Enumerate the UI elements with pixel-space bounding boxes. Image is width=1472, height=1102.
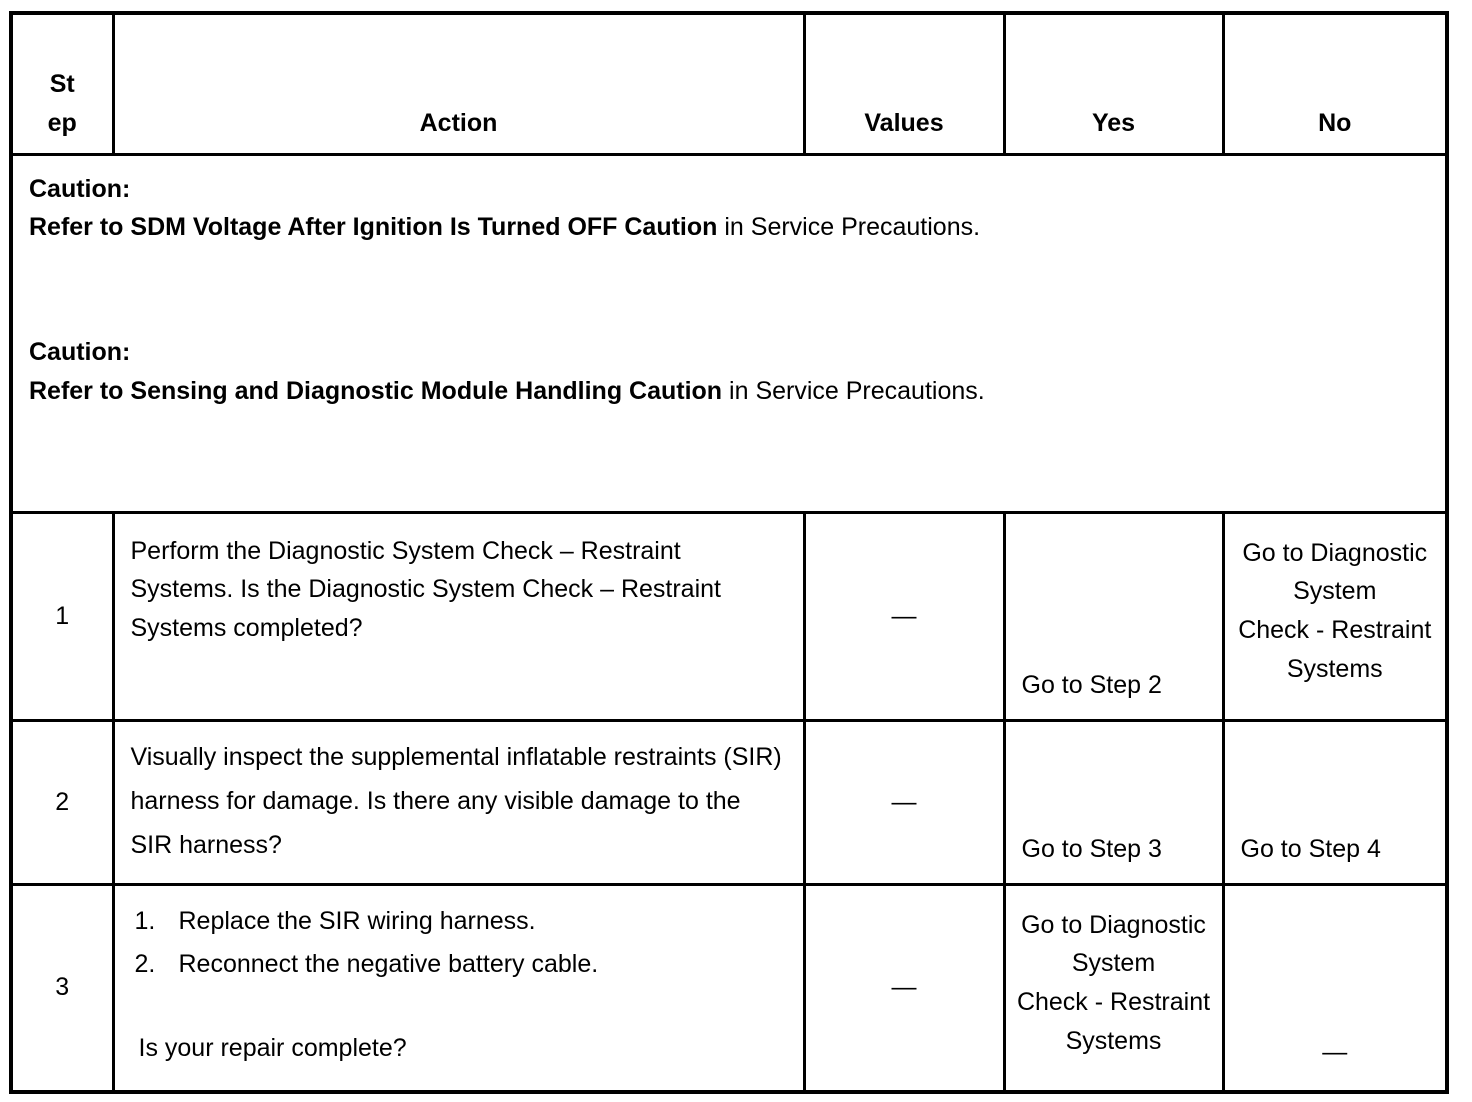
caution-text-bold: Refer to Sensing and Diagnostic Module Handling Caution [29,376,723,405]
header-no: No [1223,13,1447,154]
table-row [11,720,1447,884]
yes-line: System [1071,949,1156,978]
caution-text [29,372,1429,411]
no-line: Systems [1286,654,1383,683]
no-line: System [1293,577,1377,606]
values-cell: — [804,884,1004,1092]
table-row [11,512,1447,720]
caution-row [11,154,1447,512]
step-number: 3 [11,884,113,1092]
step-number: 2 [11,720,113,884]
action-question: Is your repair complete? [138,1034,407,1062]
step-number: 1 [11,512,113,720]
caution-title: Caution: [29,338,131,366]
no-cell [1223,512,1447,720]
diagnostic-table [9,11,1449,1094]
yes-line: Systems [1065,1026,1162,1055]
caution-text-bold: Refer to SDM Voltage After Ignition Is Turned OFF Caution [29,213,718,242]
header-row [11,13,1447,154]
yes-cell: Go to Step 2 [1004,512,1223,720]
header-step-line2: ep [47,108,77,137]
no-cell: — [1223,884,1447,1092]
header-values: Values [804,13,1004,154]
yes-cell [1004,884,1223,1092]
no-cell: Go to Step 4 [1223,720,1447,884]
list-item [131,943,789,987]
caution-text-normal: in Service Precautions. [722,376,985,405]
action-cell [113,884,804,1092]
no-line: Go to Diagnostic [1242,538,1428,567]
header-action: Action [113,13,804,154]
yes-line: Check - Restraint [1016,988,1211,1016]
list-item-number: 1. [134,906,156,935]
list-item-text: Reconnect the negative battery cable. [178,950,599,979]
caution-text [29,208,1429,247]
action-steps-list [131,900,789,988]
no-line: Check - Restraint [1238,616,1432,644]
values-cell: — [804,720,1004,884]
caution-block [29,170,1429,248]
values-cell: — [804,512,1004,720]
list-item [131,900,789,944]
caution-block [29,333,1429,411]
header-step-line1: St [49,70,75,98]
caution-text-normal: in Service Precautions. [717,213,981,242]
action-text: Visually inspect the supplemental inflatable restraints (SIR) harness for damage. Is there any visible damage to the SIR harness? [113,720,804,884]
table-row [11,884,1447,1092]
yes-line: Go to Diagnostic [1021,910,1206,939]
header-step [11,13,113,154]
caution-title: Caution: [29,174,131,203]
caution-cell [11,154,1447,512]
action-text: Perform the Diagnostic System Check – Restraint Systems. Is the Diagnostic System Check – Restraint Systems completed? [113,512,804,720]
list-item-number: 2. [134,950,156,979]
list-item-text: Replace the SIR wiring harness. [178,906,536,935]
yes-cell: Go to Step 3 [1004,720,1223,884]
header-yes: Yes [1004,13,1223,154]
